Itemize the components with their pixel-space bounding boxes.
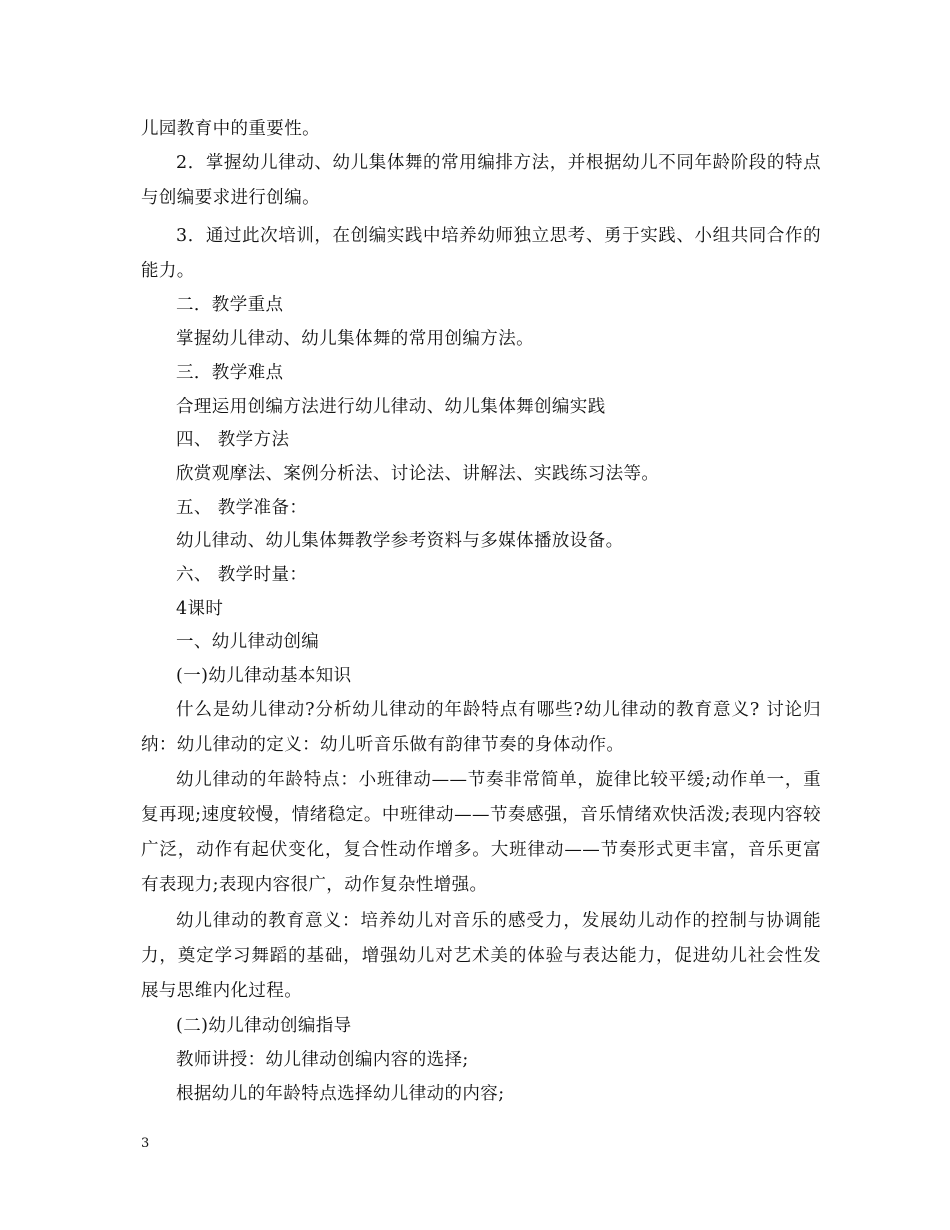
content-selection-text: 根据幼儿的年龄特点选择幼儿律动的内容; <box>176 1084 505 1104</box>
rhythm-definition-paragraph: 什么是幼儿律动?分析幼儿律动的年龄特点有哪些?幼儿律动的教育意义? 讨论归纳：幼儿律动的定义：幼儿听音乐做有韵律节奏的身体动作。 <box>141 700 821 755</box>
rhythm-age-characteristics-paragraph: 幼儿律动的年龄特点：小班律动——节奏非常简单，旋律比较平缓;动作单一，重复再现;速度较慢，情绪稳定。中班律动——节奏感强，音乐情绪欢快活泼;表现内容较广泛，动作有起伏变化，复合性动作增多。大班律动——节奏形式更丰富，音乐更富有表现力;表现内容很广，动作复杂性增强。 <box>141 770 821 895</box>
chapter-heading-rhythm-creation: 一、幼儿律动创编 <box>176 632 320 652</box>
objective-3-paragraph: 3．通过此次培训，在创编实践中培养幼师独立思考、勇于实践、小组共同合作的能力。 <box>141 226 821 281</box>
paragraph-continuation: 儿园教育中的重要性。 <box>141 119 320 139</box>
section-heading-teaching-preparation: 五、 教学准备： <box>176 498 308 518</box>
subheading-rhythm-basics: (一)幼儿律动基本知识 <box>176 666 352 686</box>
section-heading-teaching-methods: 四、 教学方法 <box>176 430 290 450</box>
teaching-difficulty-text: 合理运用创编方法进行幼儿律动、幼儿集体舞创编实践 <box>176 397 606 417</box>
objective-2-paragraph: 2．掌握幼儿律动、幼儿集体舞的常用编排方法，并根据幼儿不同年龄阶段的特点与创编要求进行创编。 <box>141 153 821 208</box>
teaching-hours-text: 4课时 <box>176 599 224 619</box>
teaching-focus-text: 掌握幼儿律动、幼儿集体舞的常用创编方法。 <box>176 329 534 349</box>
teacher-lecture-text: 教师讲授：幼儿律动创编内容的选择; <box>176 1050 469 1070</box>
section-heading-teaching-difficulty: 三．教学难点 <box>176 363 284 383</box>
teaching-preparation-text: 幼儿律动、幼儿集体舞教学参考资料与多媒体播放设备。 <box>176 531 624 551</box>
section-heading-teaching-focus: 二．教学重点 <box>176 295 284 315</box>
section-heading-teaching-hours: 六、 教学时量： <box>176 565 308 585</box>
page-number: 3 <box>141 1136 150 1151</box>
rhythm-educational-significance-paragraph: 幼儿律动的教育意义：培养幼儿对音乐的感受力，发展幼儿动作的控制与协调能力，奠定学习舞蹈的基础，增强幼儿对艺术美的体验与表达能力，促进幼儿社会性发展与思维内化过程。 <box>141 911 821 1001</box>
teaching-methods-text: 欣赏观摩法、案例分析法、讨论法、讲解法、实践练习法等。 <box>176 464 660 484</box>
subheading-rhythm-creation-guidance: (二)幼儿律动创编指导 <box>176 1016 352 1036</box>
